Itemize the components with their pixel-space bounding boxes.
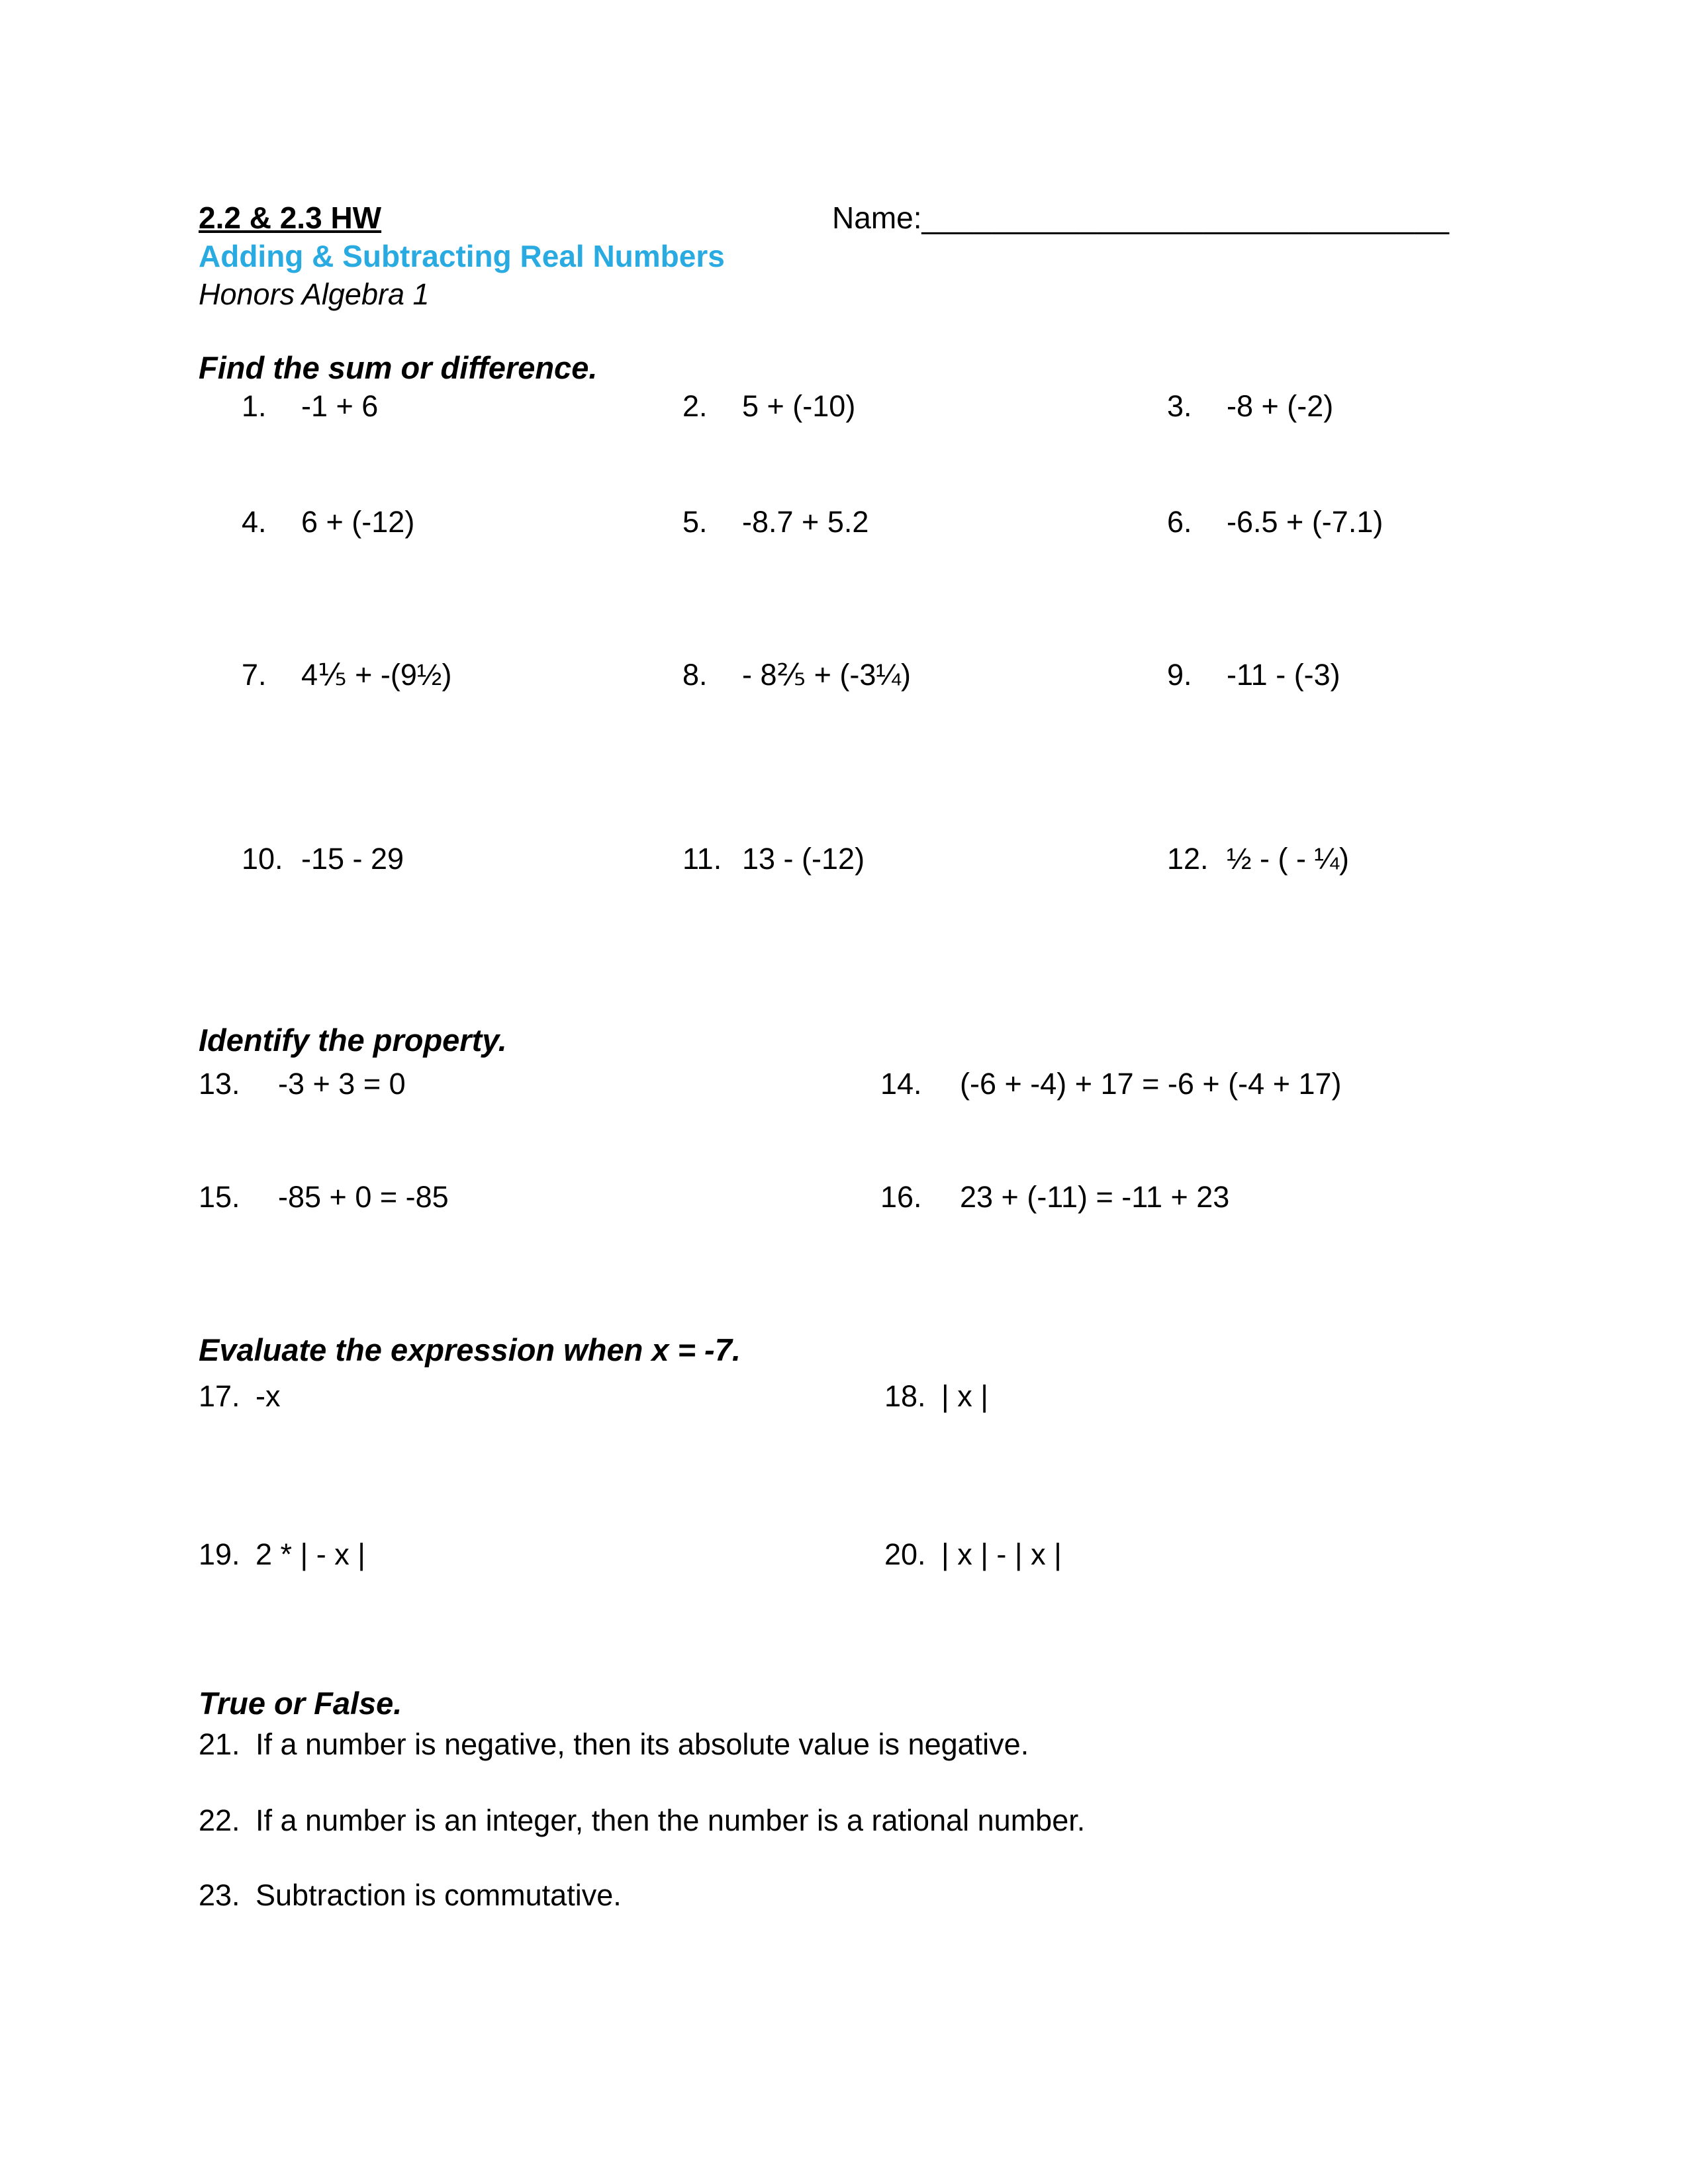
problem-18-number: 18. <box>884 1379 926 1413</box>
section3-row-2 <box>199 1535 1489 1574</box>
problem-5-expression: -8.7 + 5.2 <box>742 505 869 539</box>
problem-6-expression: -6.5 + (-7.1) <box>1227 505 1383 539</box>
section3-heading: Evaluate the expression when x = -7. <box>199 1332 741 1367</box>
hw-title: 2.2 & 2.3 HW <box>199 201 382 235</box>
problem-8-number: 8. <box>682 658 708 692</box>
problem-23-number: 23. <box>199 1878 240 1912</box>
header <box>199 199 1489 237</box>
problem-5-number: 5. <box>682 505 708 539</box>
problem-5 <box>682 503 1167 541</box>
problem-8 <box>682 656 1167 694</box>
problem-13-expression: -3 + 3 = 0 <box>278 1067 406 1101</box>
problem-15-expression: -85 + 0 = -85 <box>278 1180 449 1214</box>
problem-1 <box>242 387 682 426</box>
problem-16 <box>880 1178 1489 1216</box>
name-label: Name: <box>832 201 922 235</box>
problem-13-number: 13. <box>199 1067 240 1101</box>
problem-13 <box>199 1065 880 1103</box>
problem-16-number: 16. <box>880 1180 922 1214</box>
course-name: Honors Algebra 1 <box>199 277 430 311</box>
problem-15 <box>199 1178 880 1216</box>
problem-17 <box>199 1377 884 1416</box>
problem-11-number: 11. <box>682 842 722 876</box>
section1-row-2 <box>242 503 1489 541</box>
name-block <box>832 199 1450 237</box>
problem-18 <box>884 1377 1489 1416</box>
name-blank-line: ______________________________ <box>921 201 1450 235</box>
problem-15-number: 15. <box>199 1180 240 1214</box>
problem-23 <box>199 1876 1489 1915</box>
problem-14-number: 14. <box>880 1067 922 1101</box>
problem-22-number: 22. <box>199 1803 240 1837</box>
problem-10-number: 10. <box>242 842 283 876</box>
problem-16-expression: 23 + (-11) = -11 + 23 <box>960 1180 1230 1214</box>
problem-3 <box>1167 387 1489 426</box>
problem-8-expression: - 8⅖ + (-3¼) <box>742 658 911 692</box>
problem-11 <box>682 840 1167 878</box>
problem-7-expression: 4⅕ + -(9½) <box>301 658 452 692</box>
problem-22-text: If a number is an integer, then the number is a rational number. <box>256 1803 1086 1837</box>
problem-18-expression: | x | <box>941 1379 988 1413</box>
problem-6-number: 6. <box>1167 505 1192 539</box>
problem-21 <box>199 1725 1489 1764</box>
problem-12-number: 12. <box>1167 842 1209 876</box>
problem-19-number: 19. <box>199 1537 240 1571</box>
problem-14-expression: (-6 + -4) + 17 = -6 + (-4 + 17) <box>960 1067 1342 1101</box>
section1-row-1 <box>242 387 1489 426</box>
problem-3-expression: -8 + (-2) <box>1227 389 1334 423</box>
section2-row-2 <box>199 1178 1489 1216</box>
problem-10-expression: -15 - 29 <box>301 842 404 876</box>
problem-6 <box>1167 503 1489 541</box>
problem-2-expression: 5 + (-10) <box>742 389 856 423</box>
problem-22 <box>199 1801 1489 1840</box>
problem-14 <box>880 1065 1489 1103</box>
problem-19 <box>199 1535 884 1574</box>
problem-7-number: 7. <box>242 658 267 692</box>
problem-12-expression: ½ - ( - ¼) <box>1227 842 1350 876</box>
problem-1-expression: -1 + 6 <box>301 389 379 423</box>
section3-row-1 <box>199 1377 1489 1416</box>
section1-row-4 <box>242 840 1489 878</box>
problem-23-text: Subtraction is commutative. <box>256 1878 622 1912</box>
section4-heading: True or False. <box>199 1686 402 1721</box>
section1-heading: Find the sum or difference. <box>199 350 598 385</box>
problem-2-number: 2. <box>682 389 708 423</box>
problem-20-number: 20. <box>884 1537 926 1571</box>
section2-row-1 <box>199 1065 1489 1103</box>
problem-3-number: 3. <box>1167 389 1192 423</box>
problem-10 <box>242 840 682 878</box>
problem-1-number: 1. <box>242 389 267 423</box>
problem-7 <box>242 656 682 694</box>
problem-4 <box>242 503 682 541</box>
problem-9 <box>1167 656 1489 694</box>
worksheet-subtitle: Adding & Subtracting Real Numbers <box>199 239 725 273</box>
problem-11-expression: 13 - (-12) <box>742 842 865 876</box>
problem-17-number: 17. <box>199 1379 240 1413</box>
problem-21-number: 21. <box>199 1727 240 1761</box>
problem-2 <box>682 387 1167 426</box>
problem-20 <box>884 1535 1489 1574</box>
problem-12 <box>1167 840 1489 878</box>
problem-17-expression: -x <box>256 1379 281 1413</box>
section2-heading: Identify the property. <box>199 1023 507 1058</box>
problem-4-number: 4. <box>242 505 267 539</box>
problem-20-expression: | x | - | x | <box>941 1537 1062 1571</box>
problem-4-expression: 6 + (-12) <box>301 505 415 539</box>
problem-9-expression: -11 - (-3) <box>1227 658 1340 692</box>
problem-21-text: If a number is negative, then its absolute value is negative. <box>256 1727 1029 1761</box>
problem-19-expression: 2 * | - x | <box>256 1537 365 1571</box>
problem-9-number: 9. <box>1167 658 1192 692</box>
section1-row-3 <box>242 656 1489 694</box>
